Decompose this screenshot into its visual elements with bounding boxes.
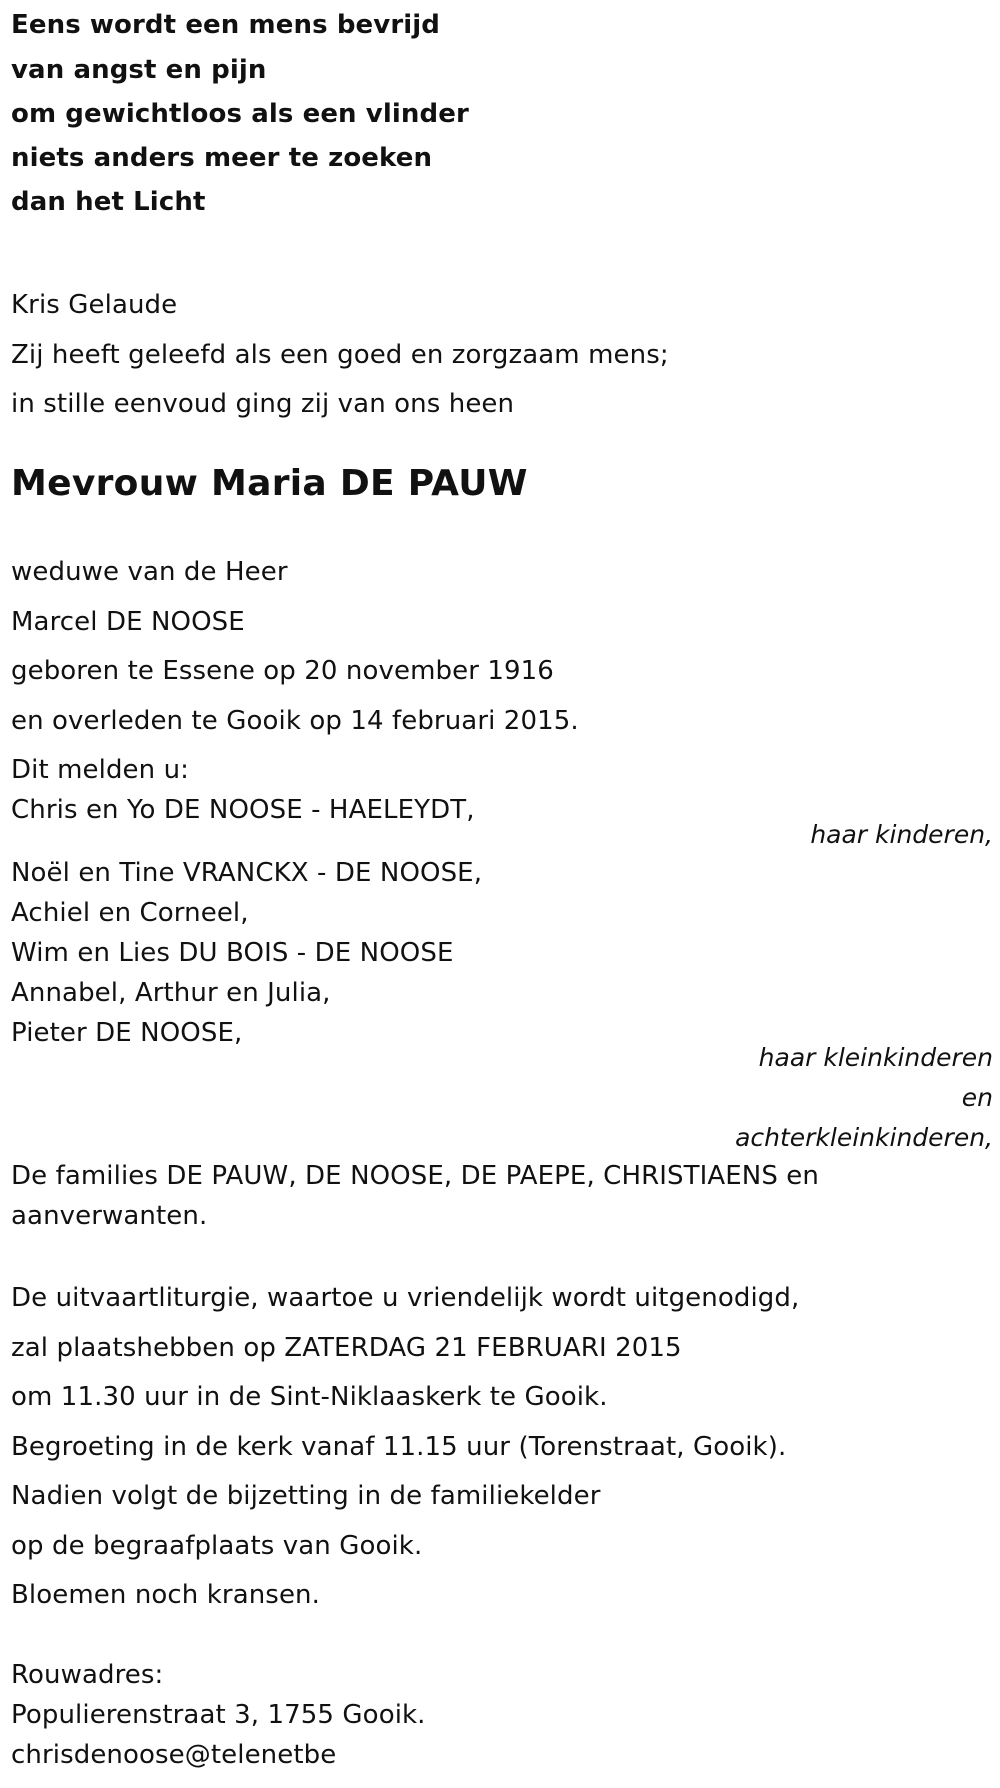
funeral-line-7: Bloemen noch kransen. bbox=[11, 1580, 320, 1610]
families-line-2: aanverwanten. bbox=[11, 1201, 208, 1231]
deceased-name: Mevrouw Maria DE PAUW bbox=[11, 463, 528, 504]
grandchildren-role-2: en bbox=[961, 1083, 993, 1112]
address-street: Populierenstraat 3, 1755 Gooik. bbox=[11, 1700, 426, 1730]
funeral-line-6: op de begraafplaats van Gooik. bbox=[11, 1531, 423, 1561]
funeral-line-4: Begroeting in de kerk vanaf 11.15 uur (Torenstraat, Gooik). bbox=[11, 1432, 787, 1462]
grandchildren-line-2: Achiel en Corneel, bbox=[11, 898, 249, 928]
children-line-1: Chris en Yo DE NOOSE - HAELEYDT, bbox=[11, 795, 475, 825]
funeral-line-1: De uitvaartliturgie, waartoe u vriendelijk wordt uitgenodigd, bbox=[11, 1283, 800, 1313]
funeral-line-5: Nadien volgt de bijzetting in de familiekelder bbox=[11, 1481, 601, 1511]
poem-line-2: van angst en pijn bbox=[11, 55, 267, 85]
poem-author: Kris Gelaude bbox=[11, 290, 178, 320]
poem-line-3: om gewichtloos als een vlinder bbox=[11, 99, 469, 129]
birth-line: geboren te Essene op 20 november 1916 bbox=[11, 656, 554, 686]
funeral-line-3: om 11.30 uur in de Sint-Niklaaskerk te Gooik. bbox=[11, 1382, 608, 1412]
grandchildren-line-1: Noël en Tine VRANCKX - DE NOOSE, bbox=[11, 858, 483, 888]
grandchildren-line-4: Annabel, Arthur en Julia, bbox=[11, 978, 331, 1008]
address-email: chrisdenoose@telenetbe bbox=[11, 1740, 337, 1770]
poem-line-4: niets anders meer te zoeken bbox=[11, 143, 433, 173]
grandchildren-role-3: achterkleinkinderen, bbox=[735, 1123, 993, 1152]
poem-line-5: dan het Licht bbox=[11, 187, 206, 217]
grandchildren-line-5: Pieter DE NOOSE, bbox=[11, 1018, 243, 1048]
intro-line-1: Zij heeft geleefd als een goed en zorgzaam mens; bbox=[11, 340, 669, 370]
poem-line-1: Eens wordt een mens bevrijd bbox=[11, 10, 440, 40]
intro-line-2: in stille eenvoud ging zij van ons heen bbox=[11, 389, 515, 419]
grandchildren-role-1: haar kleinkinderen bbox=[758, 1043, 993, 1072]
children-role: haar kinderen, bbox=[810, 820, 993, 849]
address-label: Rouwadres: bbox=[11, 1660, 164, 1690]
funeral-line-2: zal plaatshebben op ZATERDAG 21 FEBRUARI 2015 bbox=[11, 1333, 682, 1363]
death-line: en overleden te Gooik op 14 februari 2015. bbox=[11, 706, 579, 736]
grandchildren-line-3: Wim en Lies DU BOIS - DE NOOSE bbox=[11, 938, 454, 968]
widow-of: weduwe van de Heer bbox=[11, 557, 288, 587]
spouse-name: Marcel DE NOOSE bbox=[11, 607, 245, 637]
families-line-1: De families DE PAUW, DE NOOSE, DE PAEPE, CHRISTIAENS en bbox=[11, 1161, 819, 1191]
announcers-intro: Dit melden u: bbox=[11, 755, 190, 785]
